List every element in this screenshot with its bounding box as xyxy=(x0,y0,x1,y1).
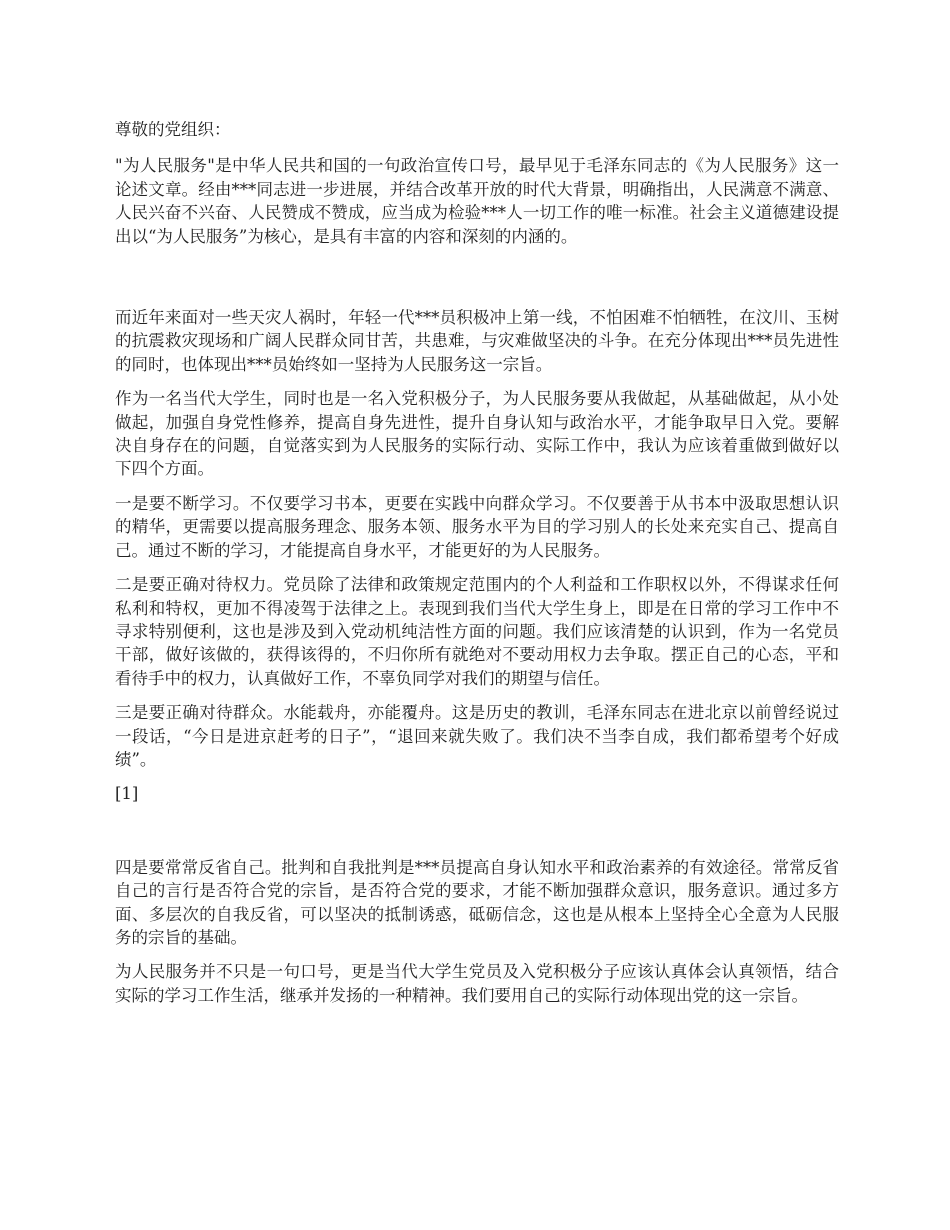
paragraph-intro: "为人民服务"是中华人民共和国的一句政治宣传口号，最早见于毛泽东同志的《为人民服务》这一论述文章。经由***同志进一步进展，并结合改革开放的时代大背景，明确指出，人民满意不满意、人民兴奋不兴奋、人民赞成不赞成，应当成为检验***人一切工作的唯一标准。社会主义道德建设提出以“为人民服务”为核心，是具有丰富的内容和深刻的内涵的。 xyxy=(115,156,839,246)
paragraph-frontline: 而近年来面对一些天灾人祸时，年轻一代***员积极冲上第一线，不怕困难不怕牺牲，在汶川、玉树的抗震救灾现场和广阔人民群众同甘苦，共患难，与灾难做坚决的斗争。在充分体现出***员先进性的同时，也体现出***员始终如一坚持为人民服务这一宗旨。 xyxy=(115,308,839,374)
document-page xyxy=(115,118,839,1018)
paragraph-student-role: 作为一名当代大学生，同时也是一名入党积极分子，为人民服务要从我做起，从基础做起，从小处做起，加强自身党性修养，提高自身先进性，提升自身认知与政治水平，才能争取早日入党。要解决自身存在的问题，自觉落实到为人民服务的实际行动、实际工作中，我认为应该着重做到做好以下四个方面。 xyxy=(115,389,839,479)
paragraph-point-one: 一是要不断学习。不仅要学习书本，更要在实践中向群众学习。不仅要善于从书本中汲取思想认识的精华，更需要以提高服务理念、服务本领、服务水平为目的学习别人的长处来充实自己、提高自己。通过不断的学习，才能提高自身水平，才能更好的为人民服务。 xyxy=(115,493,839,560)
salutation: 尊敬的党组织： xyxy=(115,120,231,139)
reference-mark: [1] xyxy=(115,784,139,804)
paragraph-conclusion: 为人民服务并不只是一句口号，更是当代大学生党员及入党积极分子应该认真体会认真领悟，结合实际的学习工作生活，继承并发扬的一种精神。我们要用自己的实际行动体现出党的这一宗旨。 xyxy=(115,962,839,1005)
paragraph-point-two: 二是要正确对待权力。党员除了法律和政策规定范围内的个人利益和工作职权以外，不得谋求任何私利和特权，更加不得凌驾于法律之上。表现到我们当代大学生身上，即是在日常的学习工作中不寻求特别便利，这也是涉及到入党动机纯洁性方面的问题。我们应该清楚的认识到，作为一名党员干部，做好该做的，获得该得的，不归你所有就绝对不要动用权力去争取。摆正自己的心态，平和看待手中的权力，认真做好工作，不辜负同学对我们的期望与信任。 xyxy=(115,575,839,688)
paragraph-point-three: 三是要正确对待群众。水能载舟，亦能覆舟。这是历史的教训，毛泽东同志在进北京以前曾经说过一段话，“今日是进京赶考的日子”，“退回来就失败了。我们决不当李自成，我们都希望考个好成绩”。 xyxy=(115,703,839,769)
paragraph-point-four: 四是要常常反省自己。批判和自我批判是***员提高自身认知水平和政治素养的有效途径。常常反省自己的言行是否符合党的宗旨，是否符合党的要求，才能不断加强群众意识，服务意识。通过多方面、多层次的自我反省，可以坚决的抵制诱惑，砥砺信念，这也是从根本上坚持全心全意为人民服务的宗旨的基础。 xyxy=(115,857,839,947)
